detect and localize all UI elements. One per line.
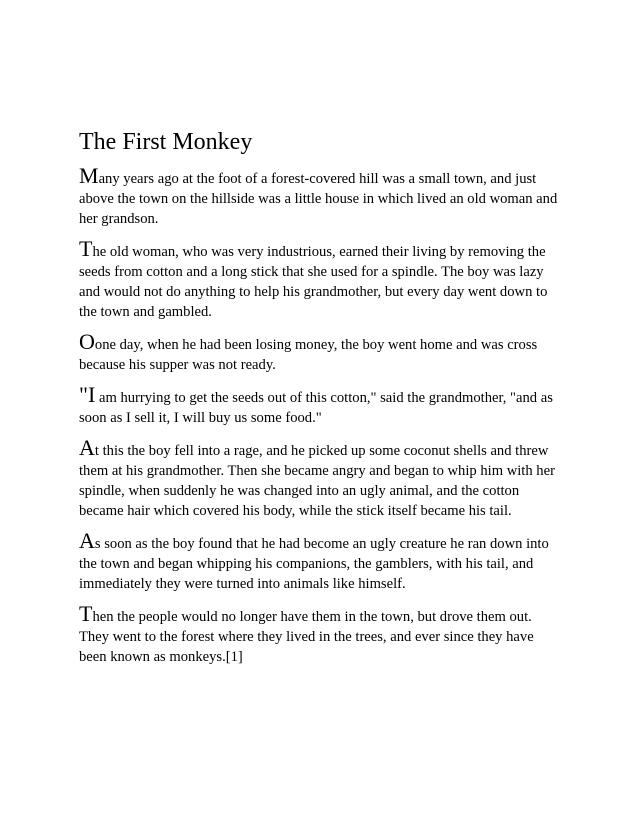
paragraph-7 [79,601,559,667]
paragraph-initial: A [79,528,95,553]
document-title: The First Monkey [79,129,253,155]
paragraph-text: any years ago at the foot of a forest-covered hill was a small town, and just above the town on the hillside was a little house in which lived an old woman and her grandson. [79,171,558,227]
paragraph-2 [79,236,559,322]
paragraph-1 [79,163,559,229]
paragraph-3 [79,329,559,375]
paragraph-text: he old woman, who was very industrious, earned their living by removing the seeds from cotton and a long stick that she used for a spindle. The boy was lazy and would not do anything to help his grandmother, but every day went down to the town and gambled. [79,244,548,320]
paragraph-text: hen the people would no longer have them in the town, but drove them out. They went to the forest where they lived in the trees, and ever since they have been known as monkeys.[1] [79,609,534,665]
paragraph-text: one day, when he had been losing money, the boy went home and was cross because his supper was not ready. [79,337,538,373]
paragraph-6 [79,528,559,594]
paragraph-initial: O [79,329,95,354]
paragraph-initial: T [79,601,93,626]
paragraph-text: s soon as the boy found that he had become an ugly creature he ran down into the town and began whipping his companions, the gamblers, with his tail, and immediately they were turned into animals like himself. [79,536,549,592]
paragraph-5 [79,435,559,521]
paragraph-initial: A [79,435,95,460]
paragraph-initial: T [79,236,93,261]
paragraph-text: t this the boy fell into a rage, and he picked up some coconut shells and threw them at his grandmother. Then she became angry and began to whip him with her spindle, when suddenly he was changed into an ugly animal, and the cotton became hair which covered his body, while the stick itself became his tail. [79,443,555,519]
paragraph-4 [79,382,559,428]
document-page [79,128,559,677]
paragraph-initial: "I [79,382,96,407]
paragraph-text: am hurrying to get the seeds out of this cotton," said the grandmother, "and as soon as I sell it, I will buy us some food." [79,390,553,426]
paragraph-initial: M [79,163,99,188]
